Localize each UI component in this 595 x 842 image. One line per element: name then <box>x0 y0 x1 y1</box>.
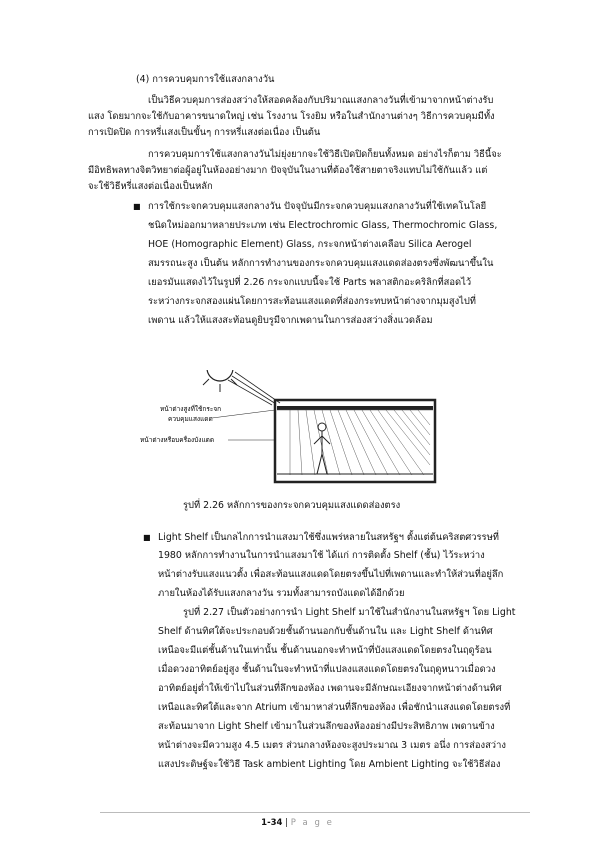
para3-line: อาทิตย์อยู่ต่ำให้เข้าไปในส่วนที่ลึกของห้อง เพดานจะมีลักษณะเอียงจากหน้าต่างด้านทิศ <box>158 683 502 694</box>
para1-line: เป็นวิธีควบคุมการส่องสว่างให้สอดคล้องกับปริมาณแสงกลางวันที่เข้ามาจากหน้าต่างรับ <box>148 95 494 106</box>
page-footer <box>0 818 595 828</box>
figure-label-bottom: หน้าต่างหรือบครื่องบังแดด <box>140 436 215 444</box>
bullet1-line: เพดาน แล้วให้แสงสะท้อนดูยิบรูมีจากเพดานในการส่องสว่างสิ่งแวดล้อม <box>148 315 433 326</box>
figure-2-26-diagram <box>140 370 440 490</box>
bullet1-line: การใช้กระจกควบคุมแสงกลางวัน ปัจจุบันมีกระจกควบคุมแสงกลางวันที่ใช้เทคโนโลยี <box>148 201 487 212</box>
para3-line: หน้าต่างจะมีความสูง 4.5 เมตร ส่วนกลางห้องจะสูงประมาณ 3 เมตร อนึ่ง การส่องสว่าง <box>158 740 506 751</box>
sun-ray-lines <box>228 372 280 405</box>
footer-divider <box>100 812 530 813</box>
figure-caption: รูปที่ 2.26 หลักการของกระจกควบคุมแสงแดดส่องตรง <box>183 500 401 511</box>
bullet1-line: เยอรมันแสดงไว้ในรูปที่ 2.26 กระจกแบบนี้จะใช้ Parts พลาสติกอะคริลิกที่สอดไว้ <box>148 277 472 288</box>
figure-label-top-2: ควบคุมแสงแดด <box>168 415 213 423</box>
figure-label-top-1: หน้าต่างสูงที่ใช้กระจก <box>160 405 222 413</box>
para2-line: มีอิทธิพลทางจิตวิทยาต่อผู้อยู่ในห้องอย่างมาก ปัจจุบันในงานที่ต้องใช้สายตาจริงแทบไม่ใช้กันแล้ว แต่ <box>88 165 488 176</box>
bullet1-line: HOE (Homographic Element) Glass, กระจกหน้าต่างเคลือบ Silica Aerogel <box>148 239 472 250</box>
bullet1-line: ชนิดใหม่ออกมาหลายประเภท เช่น Electrochromic Glass, Thermochromic Glass, <box>148 220 498 231</box>
page-label: P a g e <box>290 818 334 828</box>
para2-line: จะใช้วิธีหรี่แสงต่อเนื่องเป็นหลัก <box>88 181 213 192</box>
para1-line: การเปิดปิด การหรี่แสงเป็นขั้นๆ การหรี่แสงต่อเนื่อง เป็นต้น <box>88 127 321 138</box>
bullet2-line: หน้าต่างรับแสงแนวตั้ง เพื่อสะท้อนแสงแดดโดยตรงขึ้นไปที่เพดานและทำให้ส่วนที่อยู่ลึก <box>158 569 504 580</box>
room-section <box>275 400 435 482</box>
para3-line: รูปที่ 2.27 เป็นตัวอย่างการนำ Light Shelf มาใช้ในสำนักงานในสหรัฐฯ โดย Light <box>183 607 516 618</box>
footer-separator: | <box>285 818 289 828</box>
section-heading: (4) การควบคุมการใช้แสงกลางวัน <box>136 74 275 85</box>
para3-line: เหนือและทิศใต้และจาก Atrium เข้ามาหาส่วนที่ลึกของห้อง เพื่อชักนำแสงแดดโดยตรงที่ <box>158 702 511 713</box>
bullet2-line: 1980 หลักการทำงานในการนำแสงมาใช้ ได้แก่ การติดตั้ง Shelf (ชั้น) ไว้ระหว่าง <box>158 550 485 561</box>
para3-line: Shelf ด้านทิศใต้จะประกอบด้วยชั้นด้านนอกกับชั้นด้านใน และ Light Shelf ด้านทิศ <box>158 626 493 637</box>
para3-line: เมื่อดวงอาทิตย์อยู่สูง ชั้นด้านในจะทำหน้าที่แปลงแสงแดดโดยตรงในฤดูหนาวเมื่อดวง <box>158 664 496 675</box>
para1-line: แสง โดยมากจะใช้กับอาคารขนาดใหญ่ เช่น โรงงาน โรงยิม หรือในสำนักงานต่างๆ วิธีการควบคุมมีทั้ง <box>88 111 495 122</box>
page-number: 1-34 <box>261 818 283 828</box>
square-bullet-icon: ■ <box>143 533 151 542</box>
para2-line: การควบคุมการใช้แสงกลางวันไม่ยุ่งยากจะใช้วิธีเปิดปิดก็ยนทั้งหมด อย่างไรก็ตาม วิธีนี้จะ <box>148 149 502 160</box>
square-bullet-icon: ■ <box>133 202 141 211</box>
bullet1-line: สมรรถนะสูง เป็นต้น หลักการทำงานของกระจกควบคุมแสงแดดส่องตรงซึ่งพัฒนาขึ้นใน <box>148 258 494 269</box>
para3-line: แสงประดิษฐ์จะใช้วิธี Task ambient Lighting โดย Ambient Lighting จะใช้วิธีส่อง <box>158 759 501 770</box>
para3-line: เหนือจะมีแต่ชั้นด้านในเท่านั้น ชั้นด้านนอกจะทำหน้าที่บังแสงแดดโดยตรงในฤดูร้อน <box>158 645 492 656</box>
bullet2-line: Light Shelf เป็นกลไกการนำแสงมาใช้ซึ่งแพร่หลายในสหรัฐฯ ตั้งแต่ต้นคริสตศวรรษที่ <box>158 532 499 543</box>
bullet1-line: ระหว่างกระจกสองแผ่นโดยการสะท้อนแสงแดดที่ส่องกระทบหน้าต่างจากมุมสูงไปที่ <box>148 296 476 307</box>
bullet2-line: ภายในห้องได้รับแสงกลางวัน รวมทั้งสามารถบังแดดได้อีกด้วย <box>158 588 405 599</box>
para3-line: สะท้อนมาจาก Light Shelf เข้ามาในส่วนลึกของห้องอย่างมีประสิทธิภาพ เพดานข้าง <box>158 721 495 732</box>
